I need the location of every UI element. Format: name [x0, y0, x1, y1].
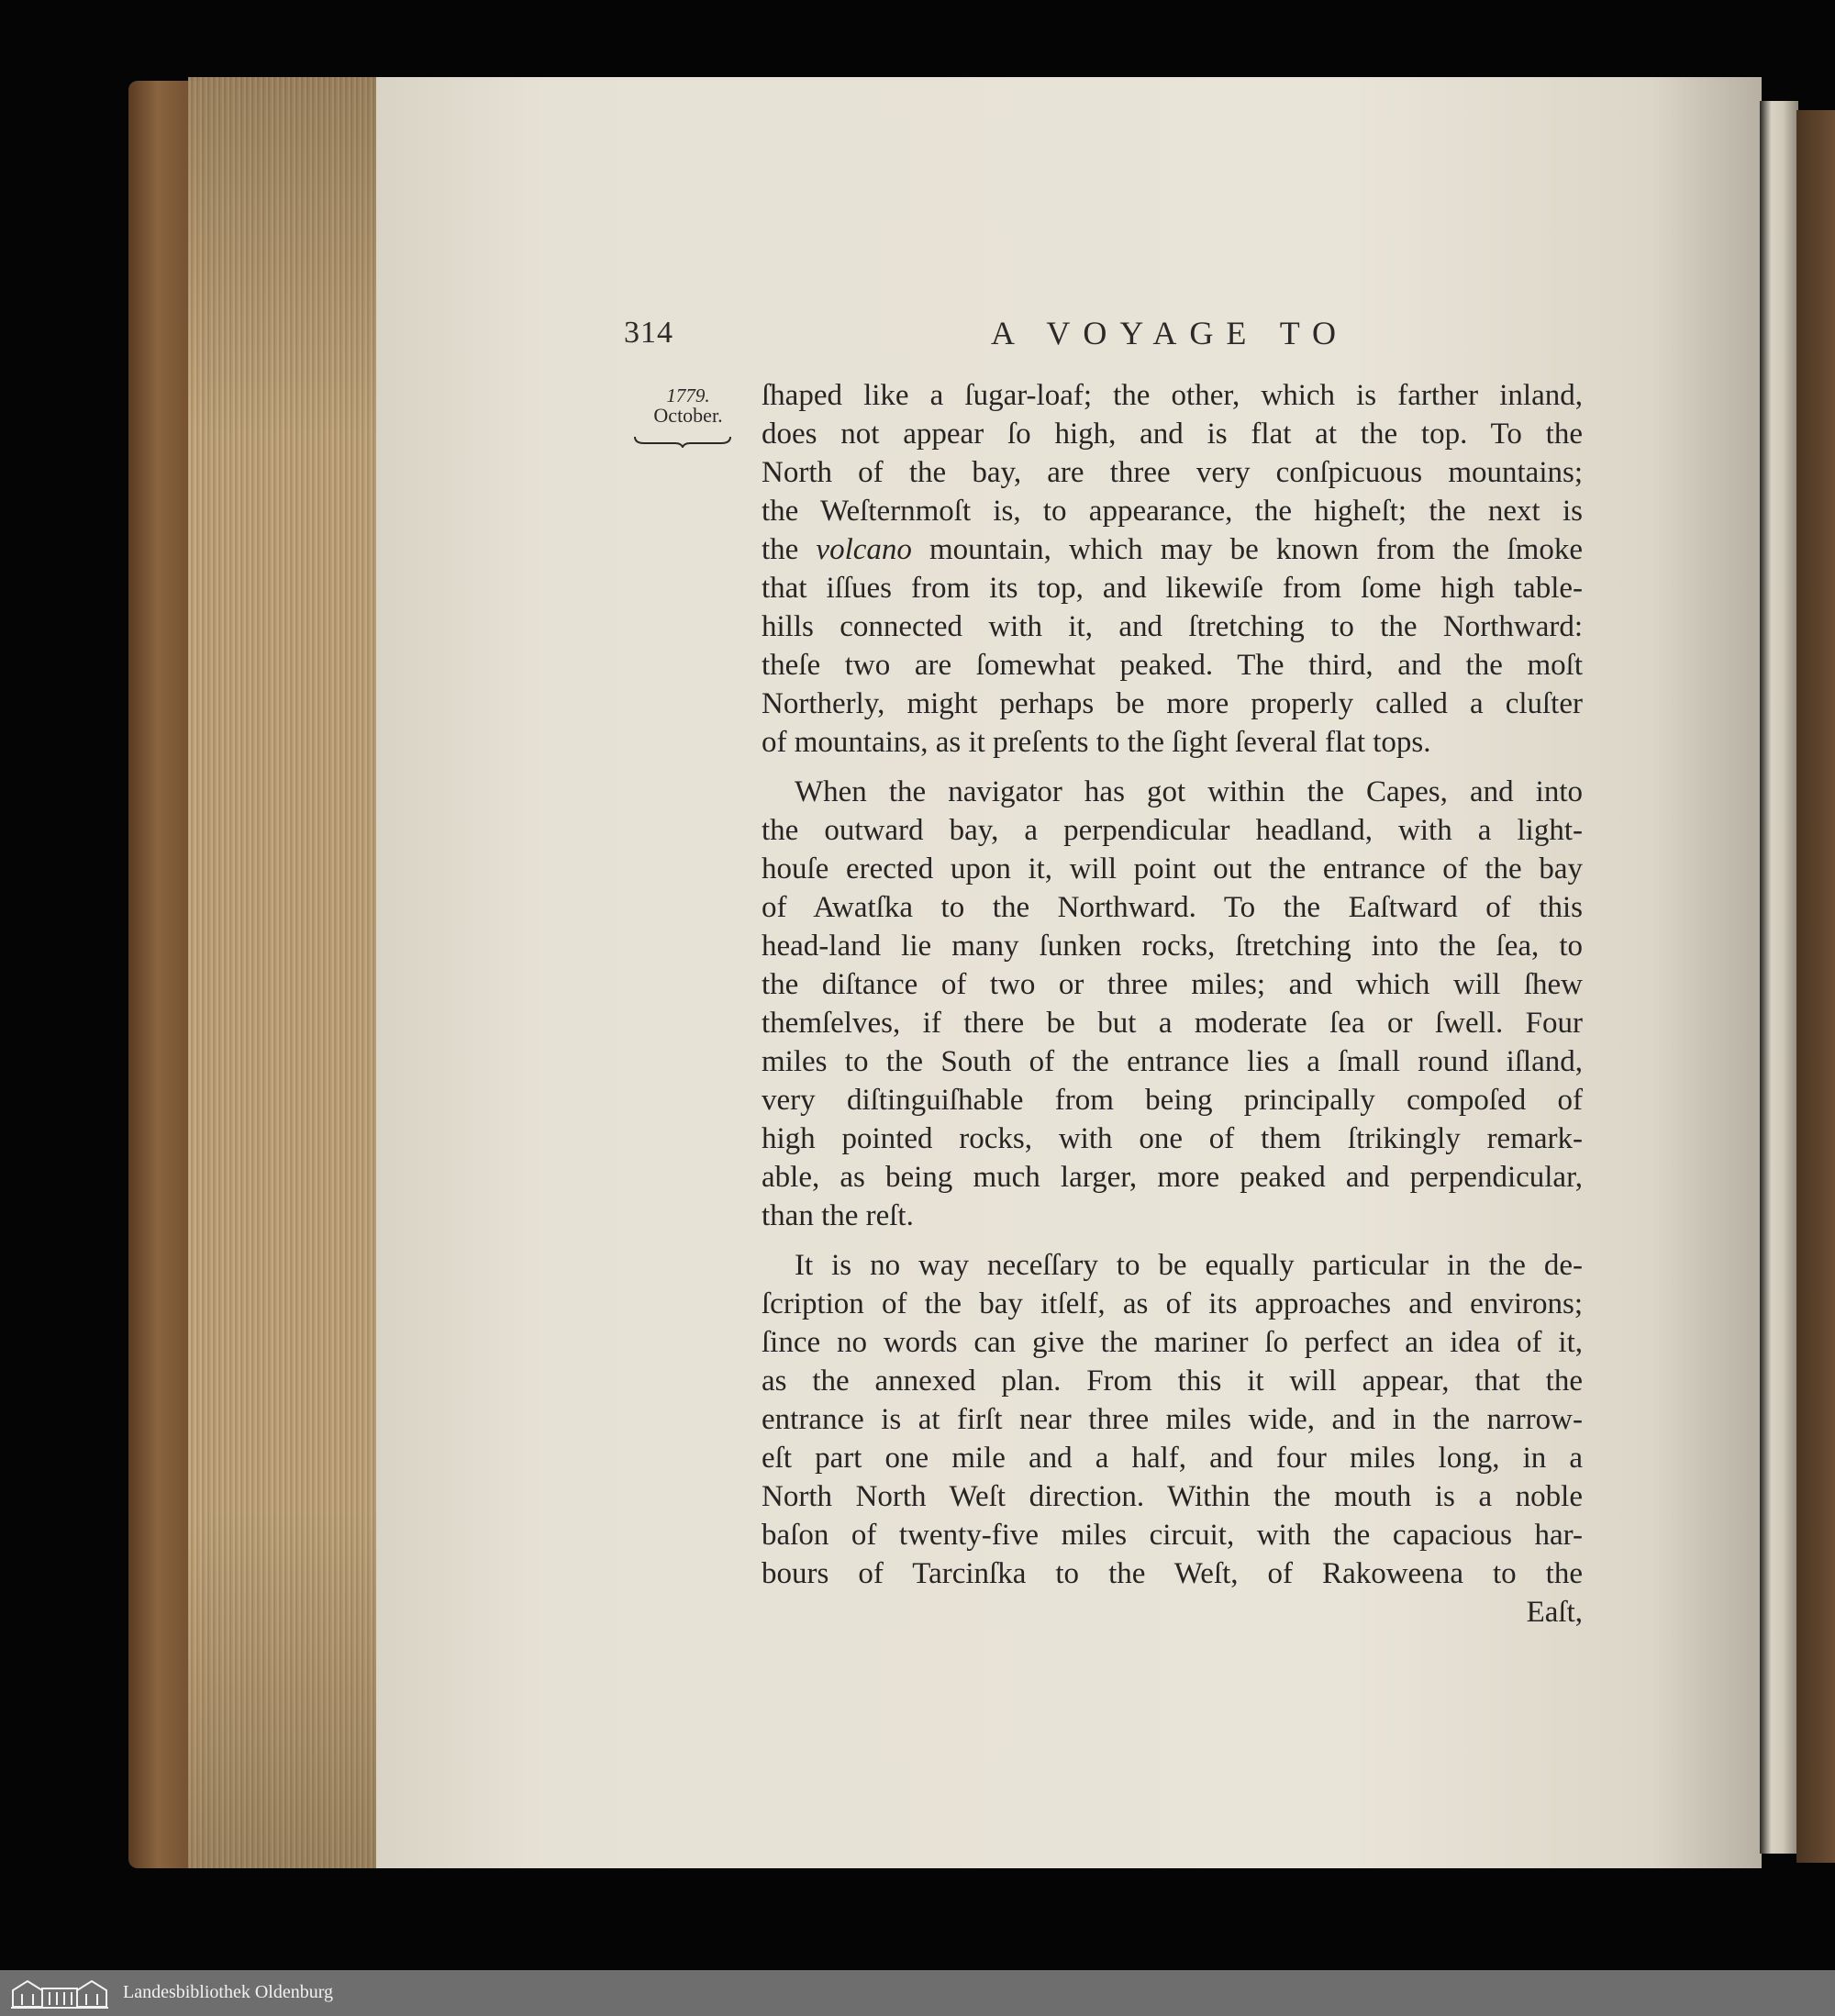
text-line: When the navigator has got within the Capes, and into — [795, 775, 1583, 808]
margin-year: 1779. — [666, 384, 710, 407]
text-line: than the reſt. — [762, 1199, 914, 1232]
margin-month: October. — [653, 404, 723, 427]
text-line: themſelves, if there be but a moderate ſea or ſwell. Four — [762, 1007, 1583, 1040]
facing-page-edge — [1760, 101, 1798, 1854]
library-building-icon — [9, 1976, 110, 2010]
footer-bar — [0, 1970, 1835, 2016]
text-line: theſe two are ſomewhat peaked. The third, and the moſt — [762, 649, 1583, 682]
paragraph-2 — [762, 773, 1583, 1235]
text-line: the Weſternmoſt is, to appearance, the higheſt; the next is — [762, 495, 1583, 528]
text-line: It is no way neceſſary to be equally particular in the de- — [795, 1249, 1583, 1282]
paragraph-3 — [762, 1246, 1583, 1593]
text-line: North of the bay, are three very conſpicuous mountains; — [762, 456, 1583, 489]
margin-brace-icon — [633, 435, 732, 448]
text-line: head-land lie many ſunken rocks, ſtretching into the ſea, to — [762, 930, 1583, 963]
text-line: high pointed rocks, with one of them ſtrikingly remark- — [762, 1122, 1583, 1155]
text-line: entrance is at firſt near three miles wide, and in the narrow- — [762, 1403, 1583, 1436]
library-name: Landesbibliothek Oldenburg — [123, 1982, 334, 2002]
running-title: A VOYAGE TO — [991, 315, 1350, 351]
facing-cover-edge — [1796, 110, 1835, 1863]
text-line: of mountains, as it preſents to the ſight ſeveral flat tops. — [762, 726, 1431, 759]
text-line: bours of Tarcinſka to the Weſt, of Rakoweena to the — [762, 1557, 1583, 1590]
text-line: as the annexed plan. From this it will appear, that the — [762, 1364, 1583, 1398]
text-line: hills connected with it, and ſtretching to the Northward: — [762, 610, 1583, 643]
text-line: the volcano mountain, which may be known from the ſmoke — [762, 533, 1583, 566]
page-number: 314 — [624, 316, 673, 350]
text-line: able, as being much larger, more peaked and perpendicular, — [762, 1161, 1583, 1194]
paragraph-1 — [762, 376, 1583, 762]
text-line: the outward bay, a perpendicular headland, with a light- — [762, 814, 1583, 847]
margin-note — [633, 385, 743, 426]
text-line: ſcription of the bay itſelf, as of its approaches and environs; — [762, 1287, 1583, 1320]
text-line: North North Weſt direction. Within the mouth is a noble — [762, 1480, 1583, 1513]
catchword: Eaſt, — [1526, 1596, 1583, 1629]
text-line: eſt part one mile and a half, and four miles long, in a — [762, 1442, 1583, 1475]
text-line: the diſtance of two or three miles; and which will ſhew — [762, 968, 1583, 1001]
text-line: baſon of twenty-five miles circuit, with the capacious har- — [762, 1519, 1583, 1552]
body-text — [762, 376, 1583, 1632]
text-line: that iſſues from its top, and likewiſe from ſome high table- — [762, 572, 1583, 605]
text-line: houſe erected upon it, will point out the entrance of the bay — [762, 852, 1583, 885]
text-line: Northerly, might perhaps be more properly called a cluſter — [762, 687, 1583, 720]
text-line: ſhaped like a ſugar-loaf; the other, which is farther inland, — [762, 379, 1583, 412]
text-line: of Awatſka to the Northward. To the Eaſtward of this — [762, 891, 1583, 924]
text-line: ſince no words can give the mariner ſo perfect an idea of it, — [762, 1326, 1583, 1359]
text-line: does not appear ſo high, and is flat at the top. To the — [762, 418, 1583, 451]
text-line: miles to the South of the entrance lies a ſmall round iſland, — [762, 1045, 1583, 1078]
running-head — [0, 316, 1835, 363]
text-line: very diſtinguiſhable from being principally compoſed of — [762, 1084, 1583, 1117]
